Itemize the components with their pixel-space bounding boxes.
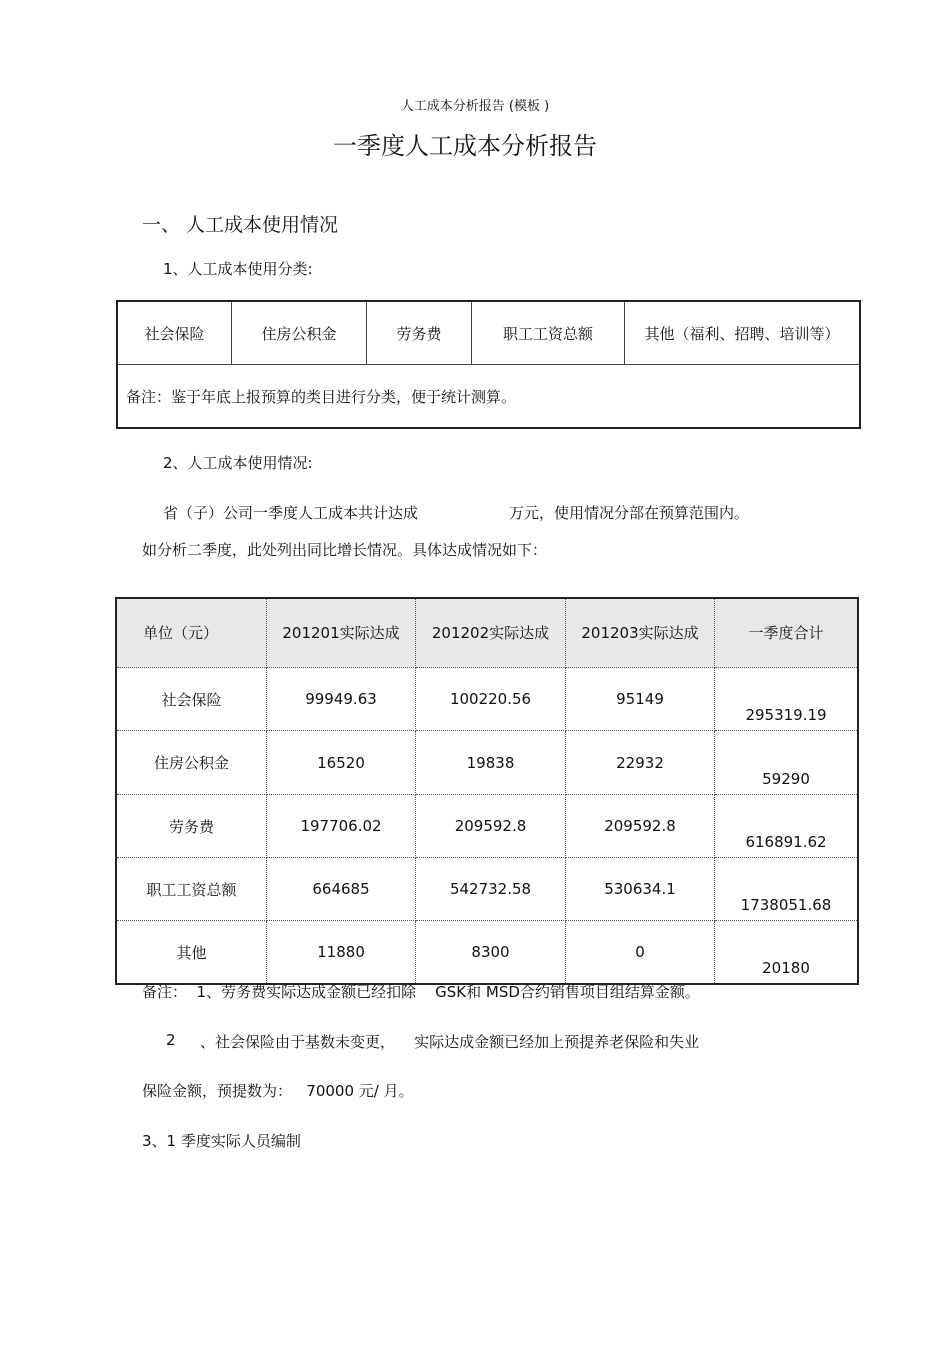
row-label: 其他 — [116, 921, 267, 985]
table-cell: 197706.02 — [267, 795, 416, 858]
table-row — [116, 921, 858, 985]
subheading-classification: 1、人工成本使用分类: — [163, 260, 313, 278]
classification-table — [116, 300, 861, 429]
total-cell: 295319.19 — [715, 668, 859, 731]
category-cell: 住房公积金 — [232, 301, 367, 365]
row-label: 社会保险 — [116, 668, 267, 731]
table-cell: 209592.8 — [566, 795, 715, 858]
document-header: 人工成本分析报告 (模板 ) — [400, 99, 550, 114]
total-cell: 1738051.68 — [715, 858, 859, 921]
table-row — [116, 668, 858, 731]
column-header: 一季度合计 — [715, 598, 859, 668]
note-line-1: 备注： 1、劳务费实际达成金额已经扣除 GSK和 MSD合约销售项目组结算金额。 — [142, 983, 700, 1001]
column-header: 单位（元） — [116, 598, 267, 668]
cost-table — [115, 597, 859, 985]
table-cell: 0 — [566, 921, 715, 985]
table-cell: 8300 — [416, 921, 566, 985]
row-label: 住房公积金 — [116, 731, 267, 795]
table-cell: 22932 — [566, 731, 715, 795]
summary-text-part1: 省（子）公司一季度人工成本共计达成 — [163, 504, 419, 522]
subheading-staffing: 3、1 季度实际人员编制 — [142, 1132, 301, 1150]
table-cell: 530634.1 — [566, 858, 715, 921]
table-cell: 95149 — [566, 668, 715, 731]
column-header: 201202实际达成 — [416, 598, 566, 668]
classification-note: 备注：鉴于年底上报预算的类目进行分类，便于统计测算。 — [117, 365, 860, 429]
subheading-usage: 2、人工成本使用情况: — [163, 454, 313, 472]
table-cell: 99949.63 — [267, 668, 416, 731]
table-header-row — [116, 598, 858, 668]
note-number-2: 2 — [166, 1031, 176, 1049]
section-heading-1: 一、 人工成本使用情况 — [142, 214, 339, 236]
table-cell: 11880 — [267, 921, 416, 985]
row-label: 劳务费 — [116, 795, 267, 858]
column-header: 201203实际达成 — [566, 598, 715, 668]
table-row — [116, 731, 858, 795]
total-cell: 59290 — [715, 731, 859, 795]
category-cell: 劳务费 — [367, 301, 472, 365]
category-cell: 其他（福利、招聘、培训等） — [625, 301, 861, 365]
table-row — [116, 795, 858, 858]
category-cell: 职工工资总额 — [472, 301, 625, 365]
table-cell: 664685 — [267, 858, 416, 921]
total-cell: 20180 — [762, 959, 810, 977]
column-header: 201201实际达成 — [267, 598, 416, 668]
table-cell: 19838 — [416, 731, 566, 795]
table-cell: 100220.56 — [416, 668, 566, 731]
table-cell: 209592.8 — [416, 795, 566, 858]
category-cell: 社会保险 — [117, 301, 232, 365]
total-cell: 616891.62 — [715, 795, 859, 858]
table-row — [116, 858, 858, 921]
note-line-2: 、社会保险由于基数未变更， 实际达成金额已经加上预提养老保险和失业 — [200, 1033, 700, 1051]
summary-text-part2: 万元，使用情况分部在预算范围内。 — [509, 504, 750, 522]
table-cell: 542732.58 — [416, 858, 566, 921]
row-label: 职工工资总额 — [116, 858, 267, 921]
page-title: 一季度人工成本分析报告 — [333, 132, 597, 160]
note-line-3: 保险金额，预提数为： 70000 元/ 月。 — [142, 1082, 414, 1100]
summary-text-line2: 如分析二季度，此处列出同比增长情况。具体达成情况如下： — [142, 541, 548, 559]
table-cell: 16520 — [267, 731, 416, 795]
